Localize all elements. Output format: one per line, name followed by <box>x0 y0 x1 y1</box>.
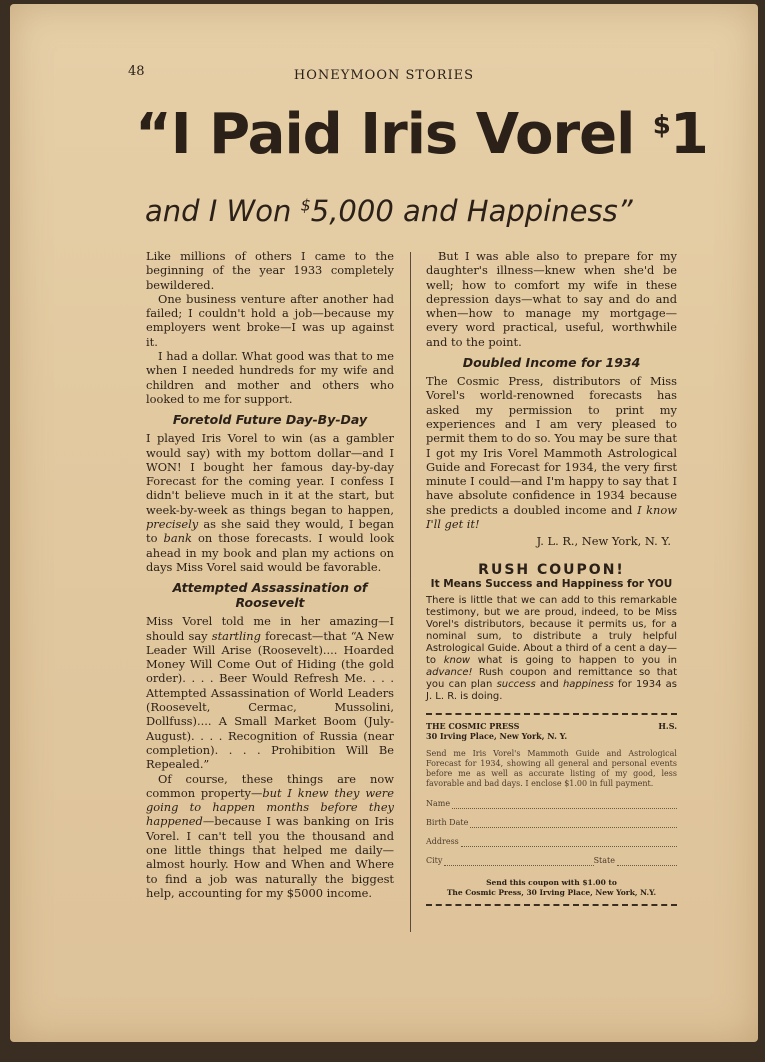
paragraph: I had a dollar. What good was that to me when I needed hundreds for my wife and children and mother and others who looked to me for support. <box>146 349 394 406</box>
rush-coupon-subheading: It Means Success and Happiness for YOU <box>430 577 673 590</box>
paragraph: The Cosmic Press, distributors of Miss Vorel's world-renowned forecasts has asked my permission to print my experiences and I am very pleased to permit them to do so. You may be sure that I got my Iris Vorel Mammoth Astrological Guide and Forecast for 1934, the very first minute I could—and I'm happy to say that I have absolute confidence in 1934 because she predicts a doubled income and I know I'll get it! <box>426 374 677 532</box>
address-field[interactable]: Address <box>426 837 677 847</box>
coupon-address: 30 Irving Place, New York, N. Y. <box>426 731 568 742</box>
paragraph: There is little that we can add to this remarkable testimony, but we are proud, indeed, to be Miss Vorel's distributors, because it permits us, for a nominal sum, to distribute a truly helpful Astrological Guide. About a third of a cent a day—to know what is going to happen to you in advance! Rush coupon and remittance so that you can plan success and happiness for 1934 as J. L. R. is doing. <box>426 595 677 703</box>
rush-coupon-heading: RUSH COUPON! <box>478 561 625 578</box>
coupon-footer: Send this coupon with $1.00 to The Cosmic Press, 30 Irving Place, New York, N.Y. <box>446 878 657 898</box>
subheading: Foretold Future Day-By-Day <box>172 412 368 428</box>
order-coupon <box>426 713 677 906</box>
paragraph: I played Iris Vorel to win (as a gambler would say) with my bottom dollar—and I WON! I bought her famous day-by-day Forecast for the coming year. I confess I didn't believe much in it at the start, but week-by-week as things began to happen, precisely as she said they would, I began to bank on those forecasts. I would look ahead in my book and plan my actions on days Miss Vorel said would be favorable. <box>146 431 395 574</box>
coupon-company: THE COSMIC PRESS <box>426 721 520 732</box>
running-head: HONEYMOON STORIES <box>293 68 475 83</box>
signature: J. L. R., New York, N. Y. <box>536 534 671 549</box>
subheading: Doubled Income for 1934 <box>462 355 641 371</box>
paragraph: But I was able also to prepare for my daughter's illness—knew when she'd be well; how to comfort my wife in these depression days—what to say and do and when—how to manage my mortgage—every word practical, useful, worthwhile and to the point. <box>426 249 677 349</box>
coupon-body: Send me Iris Vorel's Mammoth Guide and Astrological Forecast for 1934, showing all general and personal events before me as well as accurate listing of my good, less favorable and bad days. I enclose $1.00 in full payment. <box>426 749 677 789</box>
paragraph: One business venture after another had failed; I couldn't hold a job—because my employers went broke—I was up against it. <box>146 291 394 349</box>
left-column <box>146 249 394 900</box>
column-divider <box>410 252 411 932</box>
paragraph: Of course, these things are now common property—but I knew they were going to happen months before they happened—because I was banking on Iris Vorel. I can't tell you the thousand and one little things that helped me daily—almost hourly. How and When and Where to find a job was naturally the biggest help, accounting for my $5000 income. <box>146 771 394 900</box>
birth-date-field[interactable]: Birth Date <box>426 818 677 828</box>
headline-line1: “I Paid Iris Vorel $1 <box>135 102 708 167</box>
page-number: 48 <box>128 64 145 79</box>
paragraph: Like millions of others I came to the beginning of the year 1933 completely bewildered. <box>146 249 394 292</box>
right-column <box>426 249 677 906</box>
name-field[interactable]: Name <box>426 799 677 809</box>
headline-line2: and I Won $5,000 and Happiness” <box>145 194 633 228</box>
subheading: Attempted Assassination of Roosevelt <box>172 580 368 611</box>
paragraph: Miss Vorel told me in her amazing—I should say startling forecast—that “A New Leader Will Arise (Roosevelt).... Hoarded Money Will Come Out of Hiding (the gold order). . . . Beer Would Refresh Me. . . . Attempted Assassination of World Leaders (Roosevelt, Cermac, Mussolini, Dollfuss).... A Small Market Boom (July-August). . . . Recognition of Russia (near completion). . . . Prohibition Will Be Repealed.” <box>146 614 394 772</box>
magazine-page <box>10 4 758 1042</box>
coupon-code: H.S. <box>658 721 677 732</box>
city-state-field[interactable]: City State <box>426 856 677 866</box>
